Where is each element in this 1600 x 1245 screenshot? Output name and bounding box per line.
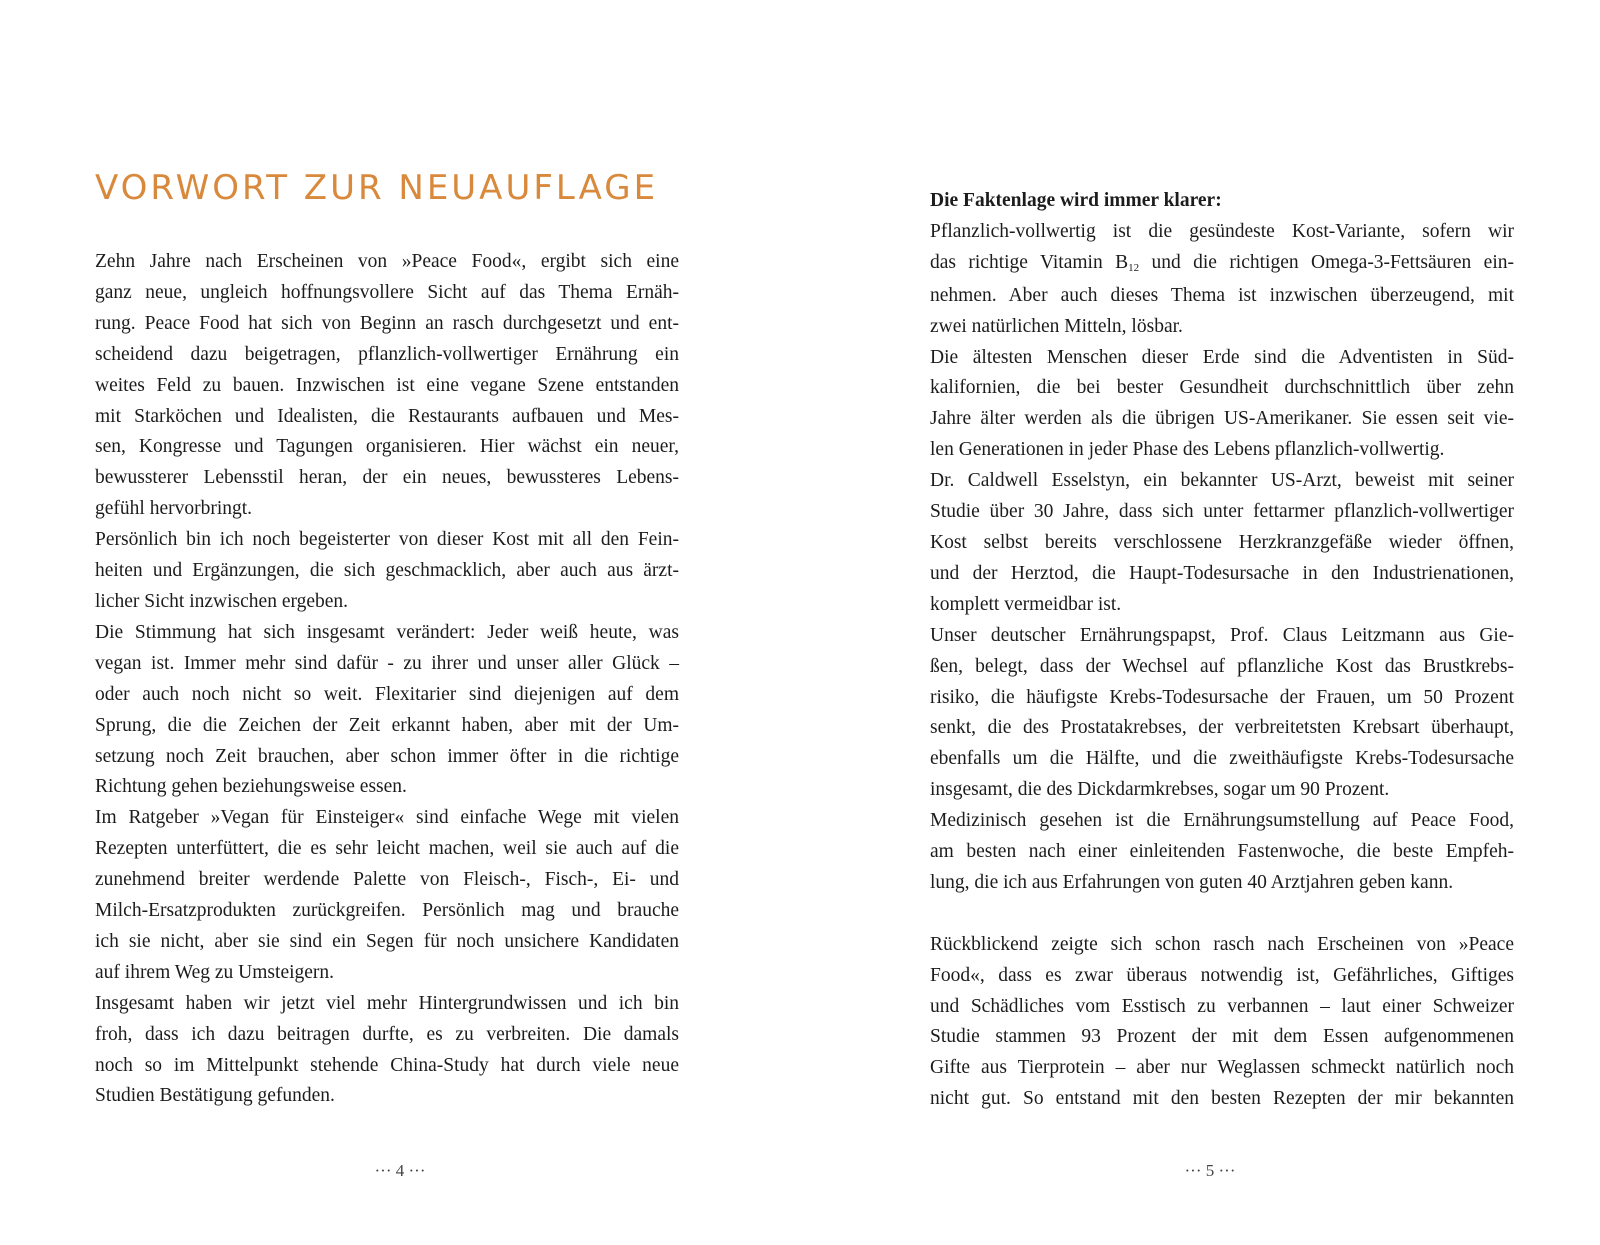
text-line: setzung noch Zeit brauchen, aber schon immer öfter in die richtige	[95, 745, 679, 767]
text-line: und Schädliches vom Esstisch zu verbannen – laut einer Schweizer	[930, 995, 1514, 1017]
text-line: lung, die ich aus Erfahrungen von guten 40 Arztjahren geben kann.	[930, 871, 1454, 893]
chapter-heading: VORWORT ZUR NEUAUFLAGE	[95, 168, 659, 208]
paragraph-gap	[930, 899, 1514, 930]
text-line: insgesamt, die des Dickdarmkrebses, sogar um 90 Prozent.	[930, 779, 1390, 801]
text-line: oder auch noch nicht so weit. Flexitarier sind diejenigen auf dem	[95, 683, 679, 705]
text-line: heiten und Ergänzungen, die sich geschmacklich, aber auch aus ärzt-	[95, 560, 679, 582]
text-line: Im Ratgeber »Vegan für Einsteiger« sind einfache Wege mit vielen	[95, 807, 679, 829]
text-line: risiko, die häufigste Krebs-Todesursache der Frauen, um 50 Prozent	[930, 686, 1514, 708]
text-line: kalifornien, die bei bester Gesundheit durchschnittlich über zehn	[930, 377, 1514, 399]
text-line: Gifte aus Tierprotein – aber nur Weglassen schmeckt natürlich noch	[930, 1057, 1514, 1079]
text-line: Medizinisch gesehen ist die Ernährungsumstellung auf Peace Food,	[930, 810, 1514, 832]
paragraph	[95, 525, 679, 618]
text-line: nicht gut. So entstand mit den besten Rezepten der mir bekannten	[930, 1088, 1514, 1110]
text-line: ich sie nicht, aber sie sind ein Segen für noch unsichere Kandidaten	[95, 930, 679, 952]
text-line: froh, dass ich dazu beitragen durfte, es zu verbreiten. Die damals	[95, 1023, 679, 1045]
text-line: Milch-Ersatzprodukten zurückgreifen. Persönlich mag und brauche	[95, 900, 679, 922]
section-subheading: Die Faktenlage wird immer klarer:	[930, 190, 1222, 211]
text-line: noch so im Mittelpunkt stehende China-Study hat durch viele neue	[95, 1054, 679, 1076]
text-line: Dr. Caldwell Esselstyn, ein bekannter US-Arzt, beweist mit seiner	[930, 470, 1514, 492]
text-line: Unser deutscher Ernährungspapst, Prof. Claus Leitzmann aus Gie-	[930, 624, 1514, 646]
text-line: len Generationen in jeder Phase des Lebens pflanzlich-vollwertig.	[930, 439, 1445, 461]
text-line: Food«, dass es zwar überaus notwendig ist, Gefährliches, Giftiges	[930, 964, 1514, 986]
text-line: bewussterer Lebensstil heran, der ein neues, bewussteres Lebens-	[95, 467, 679, 489]
text-line: Jahre älter werden als die übrigen US-Amerikaner. Sie essen seit vie-	[930, 408, 1514, 430]
text-line: Rückblickend zeigte sich schon rasch nach Erscheinen von »Peace	[930, 933, 1514, 955]
text-line: zwei natürlichen Mitteln, lösbar.	[930, 315, 1183, 337]
text-line: auf ihrem Weg zu Umsteigern.	[95, 961, 335, 983]
text-fragment: und die richtigen Omega-3-Fettsäuren ein-	[1139, 251, 1514, 273]
text-line: Zehn Jahre nach Erscheinen von »Peace Food«, ergibt sich eine	[95, 251, 679, 272]
text-line: gefühl hervorbringt.	[95, 498, 253, 520]
text-line: Studie stammen 93 Prozent der mit dem Essen aufgenommenen	[930, 1026, 1514, 1048]
text-line: sen, Kongresse und Tagungen organisieren. Hier wächst ein neuer,	[95, 436, 679, 458]
right-body-text	[930, 186, 1514, 1115]
text-line: Studie über 30 Jahre, dass sich unter fettarmer pflanzlich-vollwertiger	[930, 501, 1514, 523]
paragraph	[95, 618, 679, 803]
text-line: zunehmend breiter werdende Palette von Fleisch-, Fisch-, Ei- und	[95, 869, 679, 891]
page-number: ··· 5 ···	[1184, 1161, 1236, 1180]
text-line	[930, 248, 1514, 281]
text-line: rung. Peace Food hat sich von Beginn an rasch durchgesetzt und ent-	[95, 312, 679, 334]
text-fragment: das richtige Vitamin B	[930, 251, 1129, 273]
text-line: und der Herztod, die Haupt-Todesursache in den Industrienationen,	[930, 562, 1514, 584]
text-line: ßen, belegt, dass der Wechsel auf pflanzliche Kost das Brustkrebs-	[930, 655, 1514, 677]
text-line: Pflanzlich-vollwertig ist die gesündeste Kost-Variante, sofern wir	[930, 220, 1514, 242]
text-line: Kost selbst bereits verschlossene Herzkranzgefäße wieder öffnen,	[930, 531, 1514, 553]
text-line: Die ältesten Menschen dieser Erde sind die Adventisten in Süd-	[930, 346, 1514, 368]
text-line: nehmen. Aber auch dieses Thema ist inzwischen überzeugend, mit	[930, 284, 1514, 306]
text-line: Richtung gehen beziehungsweise essen.	[95, 776, 407, 798]
paragraph	[930, 930, 1514, 1115]
text-line: licher Sicht inzwischen ergeben.	[95, 590, 349, 612]
page-number: ··· 4 ···	[374, 1161, 426, 1180]
paragraph	[930, 621, 1514, 806]
paragraph	[930, 217, 1514, 343]
text-line: Sprung, die die Zeichen der Zeit erkannt haben, aber mit der Um-	[95, 714, 679, 736]
text-line: senkt, die des Prostatakrebses, der verbreitetsten Krebsart überhaupt,	[930, 717, 1514, 739]
text-line: ganz neue, ungleich hoffnungsvollere Sicht auf das Thema Ernäh-	[95, 281, 679, 303]
paragraph	[95, 247, 679, 525]
right-page	[800, 0, 1600, 1245]
text-line: Insgesamt haben wir jetzt viel mehr Hintergrundwissen und ich bin	[95, 992, 679, 1014]
text-line: ebenfalls um die Hälfte, und die zweithäufigste Krebs-Todesursache	[930, 748, 1514, 770]
paragraph	[930, 343, 1514, 467]
text-line: mit Starköchen und Idealisten, die Restaurants aufbauen und Mes-	[95, 405, 679, 427]
vitamin-subscript: 12	[1128, 261, 1140, 274]
text-line: vegan ist. Immer mehr sind dafür - zu ihrer und unser aller Glück –	[95, 652, 679, 674]
text-line: Persönlich bin ich noch begeisterter von dieser Kost mit all den Fein-	[95, 529, 679, 551]
text-line: am besten nach einer einleitenden Fastenwoche, die beste Empfeh-	[930, 841, 1514, 863]
paragraph	[95, 989, 679, 1113]
paragraph	[930, 806, 1514, 899]
left-body-text	[95, 247, 679, 1112]
text-line: weites Feld zu bauen. Inzwischen ist eine vegane Szene entstanden	[95, 374, 679, 396]
text-line: Studien Bestätigung gefunden.	[95, 1085, 335, 1107]
text-line: Rezepten unterfüttert, die es sehr leicht machen, weil sie auch auf die	[95, 838, 679, 860]
text-line: komplett vermeidbar ist.	[930, 593, 1122, 615]
text-line: scheidend dazu beigetragen, pflanzlich-vollwertiger Ernährung ein	[95, 343, 679, 365]
paragraph	[930, 466, 1514, 621]
text-line: Die Stimmung hat sich insgesamt verändert: Jeder weiß heute, was	[95, 621, 679, 643]
paragraph	[95, 803, 679, 988]
